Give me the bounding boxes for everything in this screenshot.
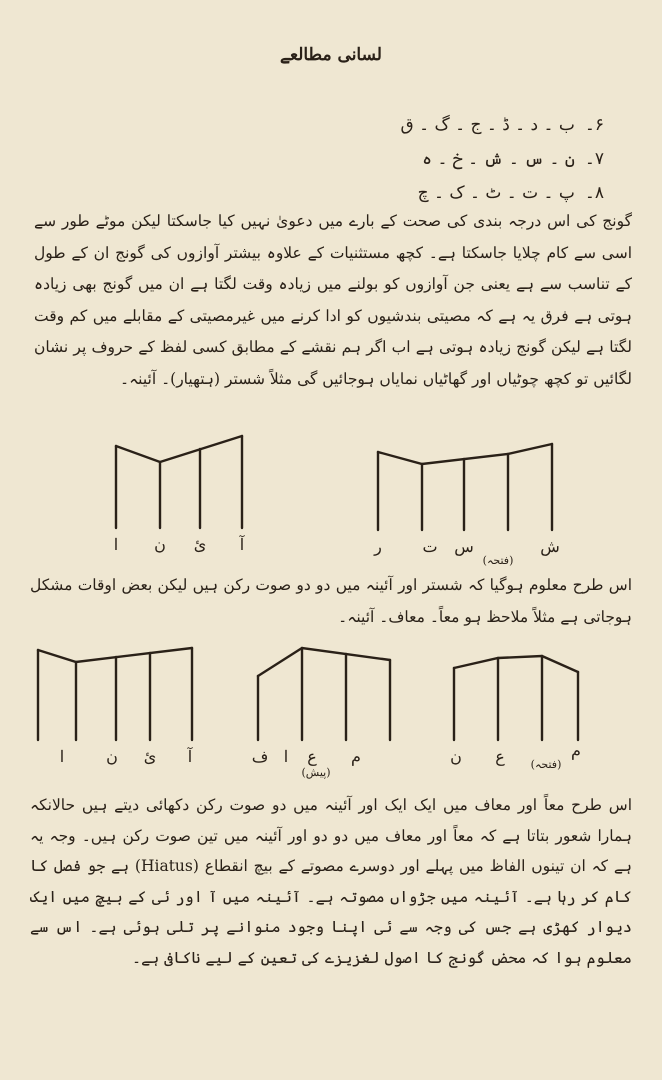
diagram-shastar xyxy=(368,432,568,567)
letter-label: ن xyxy=(450,747,462,766)
letter-label: آ xyxy=(187,747,193,766)
letter-label: ع xyxy=(307,747,317,766)
list-number: ۶۔ xyxy=(584,115,604,135)
letter-label: م xyxy=(571,741,581,760)
paragraph-1: گونج کی اس درجہ بندی کی صحت کے بارے میں دعویٰ نہیں کیا جاسکتا لیکن موٹے طور سے اسی سے کام چلایا جاسکتا ہے۔ کچھ مستثنیات کے علاوہ بیشتر آوازوں کی گونج ان کے طول کے تناسب سے ہے یعنی جن آوازوں کو بولنے میں زیادہ وقت لگتا ہے ان میں گونج بھی زیادہ ہوتی ہے فرق یہ ہے کہ مصیتی بندشیوں کو ادا کرنے میں غیرمصیتی کے مقابلے میں کم وقت لگتا ہے لیکن گونج زیادہ ہوتی ہے اب اگر ہم نقشے کے مطابق کسی لفظ کے حروف پر نشان لگائیں تو کچھ چوٹیاں اور گھاٹیاں نمایاں ہوجائیں گی مثلاً شستر (ہتھیار)۔ آئینہ۔ xyxy=(34,212,632,388)
vowel-note: (پیش) xyxy=(301,766,331,779)
letter-label: ع xyxy=(495,747,505,766)
letter-label: ش xyxy=(540,537,560,556)
list-text: ب ۔ د ۔ ڈ ۔ ج ۔ گ ۔ ق xyxy=(400,115,575,135)
vowel-note: (فتحہ) xyxy=(530,758,562,771)
letter-label: ا xyxy=(59,747,65,766)
peak-line xyxy=(116,436,242,462)
letter-label: س xyxy=(454,537,474,556)
list-item xyxy=(304,108,604,142)
list-item xyxy=(304,142,604,176)
list-text: پ ۔ ت ۔ ٹ ۔ ک ۔ چ xyxy=(417,183,575,203)
consonant-list xyxy=(304,108,604,210)
letter-label: ن xyxy=(154,535,166,554)
peak-line xyxy=(258,648,390,676)
paragraph-3: اس طرح معاً اور معاف میں ایک ایک اور آئینہ میں دو صوت رکن دکھائی دیتے ہیں حالانکہ ہمارا شعور بتاتا ہے کہ معاً اور معاف میں دو دو اور آئینہ میں تین صوت رکن ہیں۔ وجہ یہ ہے کہ ان تینوں الفاظ میں پہلے اور دوسرے مصوتے کے بیچ انقطاع (Hiatus) ہے جو فصل کا کام کر رہا ہے۔ آئینہ میں جڑواں مصوتہ ہے۔ آئینہ میں آ اور ئی کے بیچ میں ایک دیوار کھڑی ہے جس کی وجہ سے ئی اپنا وجود منوانے پر تلی ہوئی ہے۔ اس سے معلوم ہوا کہ محض گونج کا اصول لغزیزے کی تعین کے لیے ناکافی ہے۔ xyxy=(30,796,633,967)
letter-label: م xyxy=(351,747,361,766)
diagram-maan xyxy=(446,644,596,779)
peak-line xyxy=(454,656,578,672)
letter-label: آ xyxy=(239,535,245,554)
letter-label: ن xyxy=(106,747,118,766)
diagram-aina-bottom xyxy=(28,644,208,779)
letter-label: ر xyxy=(374,537,382,556)
vowel-note: (فتحہ) xyxy=(482,554,514,567)
page-header-title: لسانی مطالعے xyxy=(280,45,382,65)
list-number: ۸۔ xyxy=(584,183,604,203)
letter-label: ئ xyxy=(143,747,157,766)
letter-label: ف xyxy=(251,747,269,766)
list-item xyxy=(304,176,604,210)
paragraph-2: اس طرح معلوم ہوگیا کہ شستر اور آئینہ میں دو دو صوت رکن ہیں لیکن بعض اوقات مشکل ہوجاتی ہے مثلاً ملاحظ ہو معاً۔ معاف۔ آئینہ۔ xyxy=(30,576,632,626)
diagram-aina-top xyxy=(100,432,260,562)
list-text: ن ۔ س ۔ ش ۔ خ ۔ ہ xyxy=(422,149,575,169)
letter-label: ا xyxy=(283,747,289,766)
letter-label: ا xyxy=(113,535,119,554)
list-number: ۷۔ xyxy=(584,149,604,169)
letter-label: ت xyxy=(422,537,438,556)
diagram-maaf xyxy=(248,644,398,779)
letter-label: ئ xyxy=(193,535,207,554)
